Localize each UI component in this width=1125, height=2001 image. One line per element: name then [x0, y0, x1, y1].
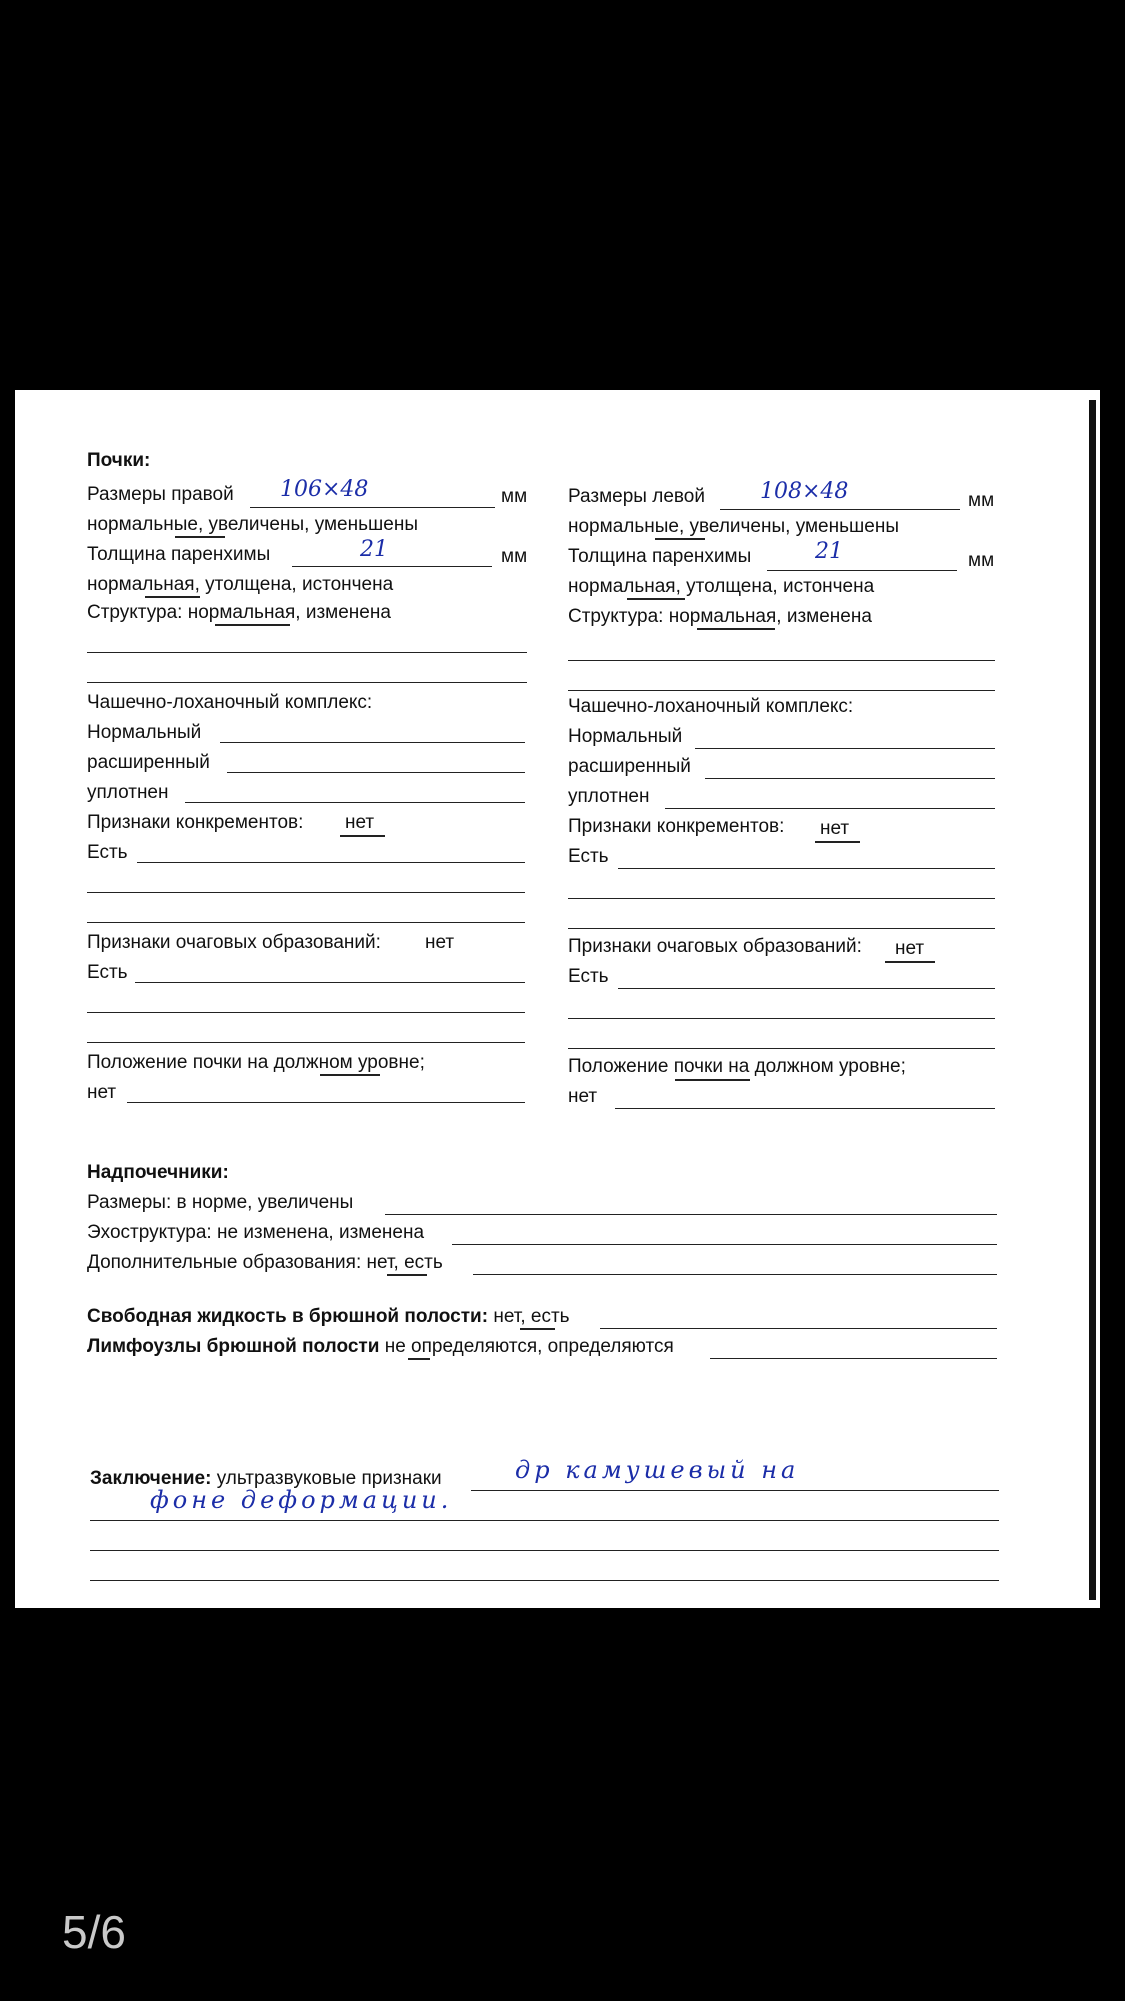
left-clc-normal-line — [695, 748, 995, 749]
left-clc-compacted: уплотнен — [568, 786, 650, 807]
left-structure: Структура: нормальная, изменена — [568, 606, 872, 627]
right-clc-normal: Нормальный — [87, 722, 202, 743]
left-size-underline — [655, 538, 705, 540]
left-structure-line-1 — [568, 660, 995, 661]
right-position-label: Положение почки на должном уровне; — [87, 1052, 425, 1073]
right-clc-compacted-line — [185, 802, 525, 803]
right-stones-line-3 — [87, 922, 525, 923]
left-focal-underline — [885, 961, 935, 963]
left-stones-line-3 — [568, 928, 995, 929]
free-fluid-line — [600, 1328, 997, 1329]
left-clc-label: Чашечно-лоханочный комплекс: — [568, 696, 854, 717]
conclusion-handwritten-2: фоне деформации. — [150, 1486, 453, 1514]
lymph-underline — [408, 1358, 430, 1360]
adrenals-size-line — [385, 1214, 997, 1215]
right-focal-value: нет — [425, 932, 455, 953]
page-indicator: 5/6 — [62, 1906, 126, 1958]
right-size-underline — [175, 536, 225, 538]
right-position-underline — [320, 1074, 380, 1076]
left-clc-normal: Нормальный — [568, 726, 683, 747]
left-focal-yes: Есть — [568, 966, 609, 987]
left-stones-underline — [815, 841, 860, 843]
left-focal-line-1 — [618, 988, 995, 989]
adrenals-echo-line — [452, 1244, 997, 1245]
right-size-label: Размеры правой — [87, 484, 234, 505]
conclusion-line-1 — [471, 1490, 999, 1491]
conclusion-line-3 — [90, 1550, 999, 1551]
right-clc-dilated-line — [227, 772, 525, 773]
right-position-line — [127, 1102, 525, 1103]
right-stones-line-2 — [87, 892, 525, 893]
right-stones-label: Признаки конкрементов: — [87, 812, 304, 833]
left-stones-line-2 — [568, 898, 995, 899]
right-stones-value: нет — [345, 812, 375, 833]
left-size-line — [720, 509, 960, 510]
left-parenchyma-options: нормальная, утолщена, истончена — [568, 576, 875, 597]
conclusion-label-bold: Заключение: — [90, 1468, 212, 1489]
free-fluid-label: Свободная жидкость в брюшной полости: — [87, 1306, 489, 1327]
left-focal-line-3 — [568, 1048, 995, 1049]
adrenals-size: Размеры: в норме, увеличены — [87, 1192, 354, 1213]
lymph-row — [87, 1336, 674, 1358]
conclusion-handwritten-1: др камушевый на — [515, 1456, 800, 1484]
right-clc-compacted: уплотнен — [87, 782, 169, 803]
right-clc-normal-line — [220, 742, 525, 743]
left-stones-yes: Есть — [568, 846, 609, 867]
right-focal-yes: Есть — [87, 962, 128, 983]
left-focal-value: нет — [895, 938, 925, 959]
left-clc-compacted-line — [665, 808, 995, 809]
right-size-options: нормальные, увеличены, уменьшены — [87, 514, 418, 535]
left-focal-label: Признаки очаговых образований: — [568, 936, 862, 957]
left-parenchyma-value: 21 — [815, 539, 843, 564]
lymph-line — [710, 1358, 997, 1359]
right-size-value: 106×48 — [280, 477, 369, 502]
left-focal-line-2 — [568, 1018, 995, 1019]
right-stones-yes: Есть — [87, 842, 128, 863]
right-parenchyma-unit: мм — [501, 546, 528, 567]
right-clc-label: Чашечно-лоханочный комплекс: — [87, 692, 373, 713]
form-page — [15, 390, 1100, 1608]
left-stones-value: нет — [820, 818, 850, 839]
left-position-underline — [675, 1079, 750, 1081]
left-stones-line-1 — [618, 868, 995, 869]
right-parenchyma-options: нормальная, утолщена, истончена — [87, 574, 394, 595]
left-parenchyma-label: Толщина паренхимы — [568, 546, 752, 567]
page-edge-shadow — [1089, 400, 1096, 1600]
left-parenchyma-line — [767, 570, 957, 571]
left-position-label: Положение почки на должном уровне; — [568, 1056, 906, 1077]
conclusion-line-2 — [90, 1520, 999, 1521]
right-focal-line-2 — [87, 1012, 525, 1013]
free-fluid-row — [87, 1306, 570, 1328]
right-structure-underline — [215, 624, 290, 626]
kidneys-heading: Почки: — [87, 450, 151, 471]
left-parenchyma-underline — [627, 598, 685, 600]
right-structure-line-1 — [87, 652, 527, 653]
right-stones-line-1 — [137, 862, 525, 863]
right-structure-line-2 — [87, 682, 527, 683]
left-stones-label: Признаки конкрементов: — [568, 816, 785, 837]
right-parenchyma-label: Толщина паренхимы — [87, 544, 271, 565]
right-parenchyma-underline — [145, 596, 200, 598]
lymph-label: Лимфоузлы брюшной полости — [87, 1336, 380, 1357]
left-parenchyma-unit: мм — [968, 550, 995, 571]
right-size-unit: мм — [501, 486, 528, 507]
left-clc-dilated: расширенный — [568, 756, 691, 777]
adrenals-additional: Дополнительные образования: нет, есть — [87, 1252, 443, 1273]
left-clc-dilated-line — [705, 778, 995, 779]
left-size-options: нормальные, увеличены, уменьшены — [568, 516, 899, 537]
right-clc-dilated: расширенный — [87, 752, 210, 773]
adrenals-additional-underline — [387, 1274, 427, 1276]
lymph-options: не определяются, определяются — [384, 1336, 674, 1357]
adrenals-echo: Эхоструктура: не изменена, изменена — [87, 1222, 425, 1243]
right-size-line — [250, 507, 495, 508]
left-position-no: нет — [568, 1086, 598, 1107]
left-size-unit: мм — [968, 490, 995, 511]
left-size-label: Размеры левой — [568, 486, 705, 507]
conclusion-label: ультразвуковые признаки — [216, 1468, 442, 1489]
left-position-line — [615, 1108, 995, 1109]
left-size-value: 108×48 — [760, 479, 849, 504]
right-focal-line-1 — [135, 982, 525, 983]
adrenals-additional-line — [473, 1274, 997, 1275]
free-fluid-underline — [520, 1328, 555, 1330]
adrenals-heading: Надпочечники: — [87, 1162, 229, 1183]
right-parenchyma-value: 21 — [360, 537, 388, 562]
conclusion-line-4 — [90, 1580, 999, 1581]
right-focal-label: Признаки очаговых образований: — [87, 932, 381, 953]
free-fluid-options: нет, есть — [493, 1306, 570, 1327]
right-focal-line-3 — [87, 1042, 525, 1043]
right-position-no: нет — [87, 1082, 117, 1103]
left-structure-underline — [697, 628, 775, 630]
right-stones-underline — [340, 835, 385, 837]
right-structure: Структура: нормальная, изменена — [87, 602, 391, 623]
left-structure-line-2 — [568, 690, 995, 691]
right-parenchyma-line — [292, 566, 492, 567]
